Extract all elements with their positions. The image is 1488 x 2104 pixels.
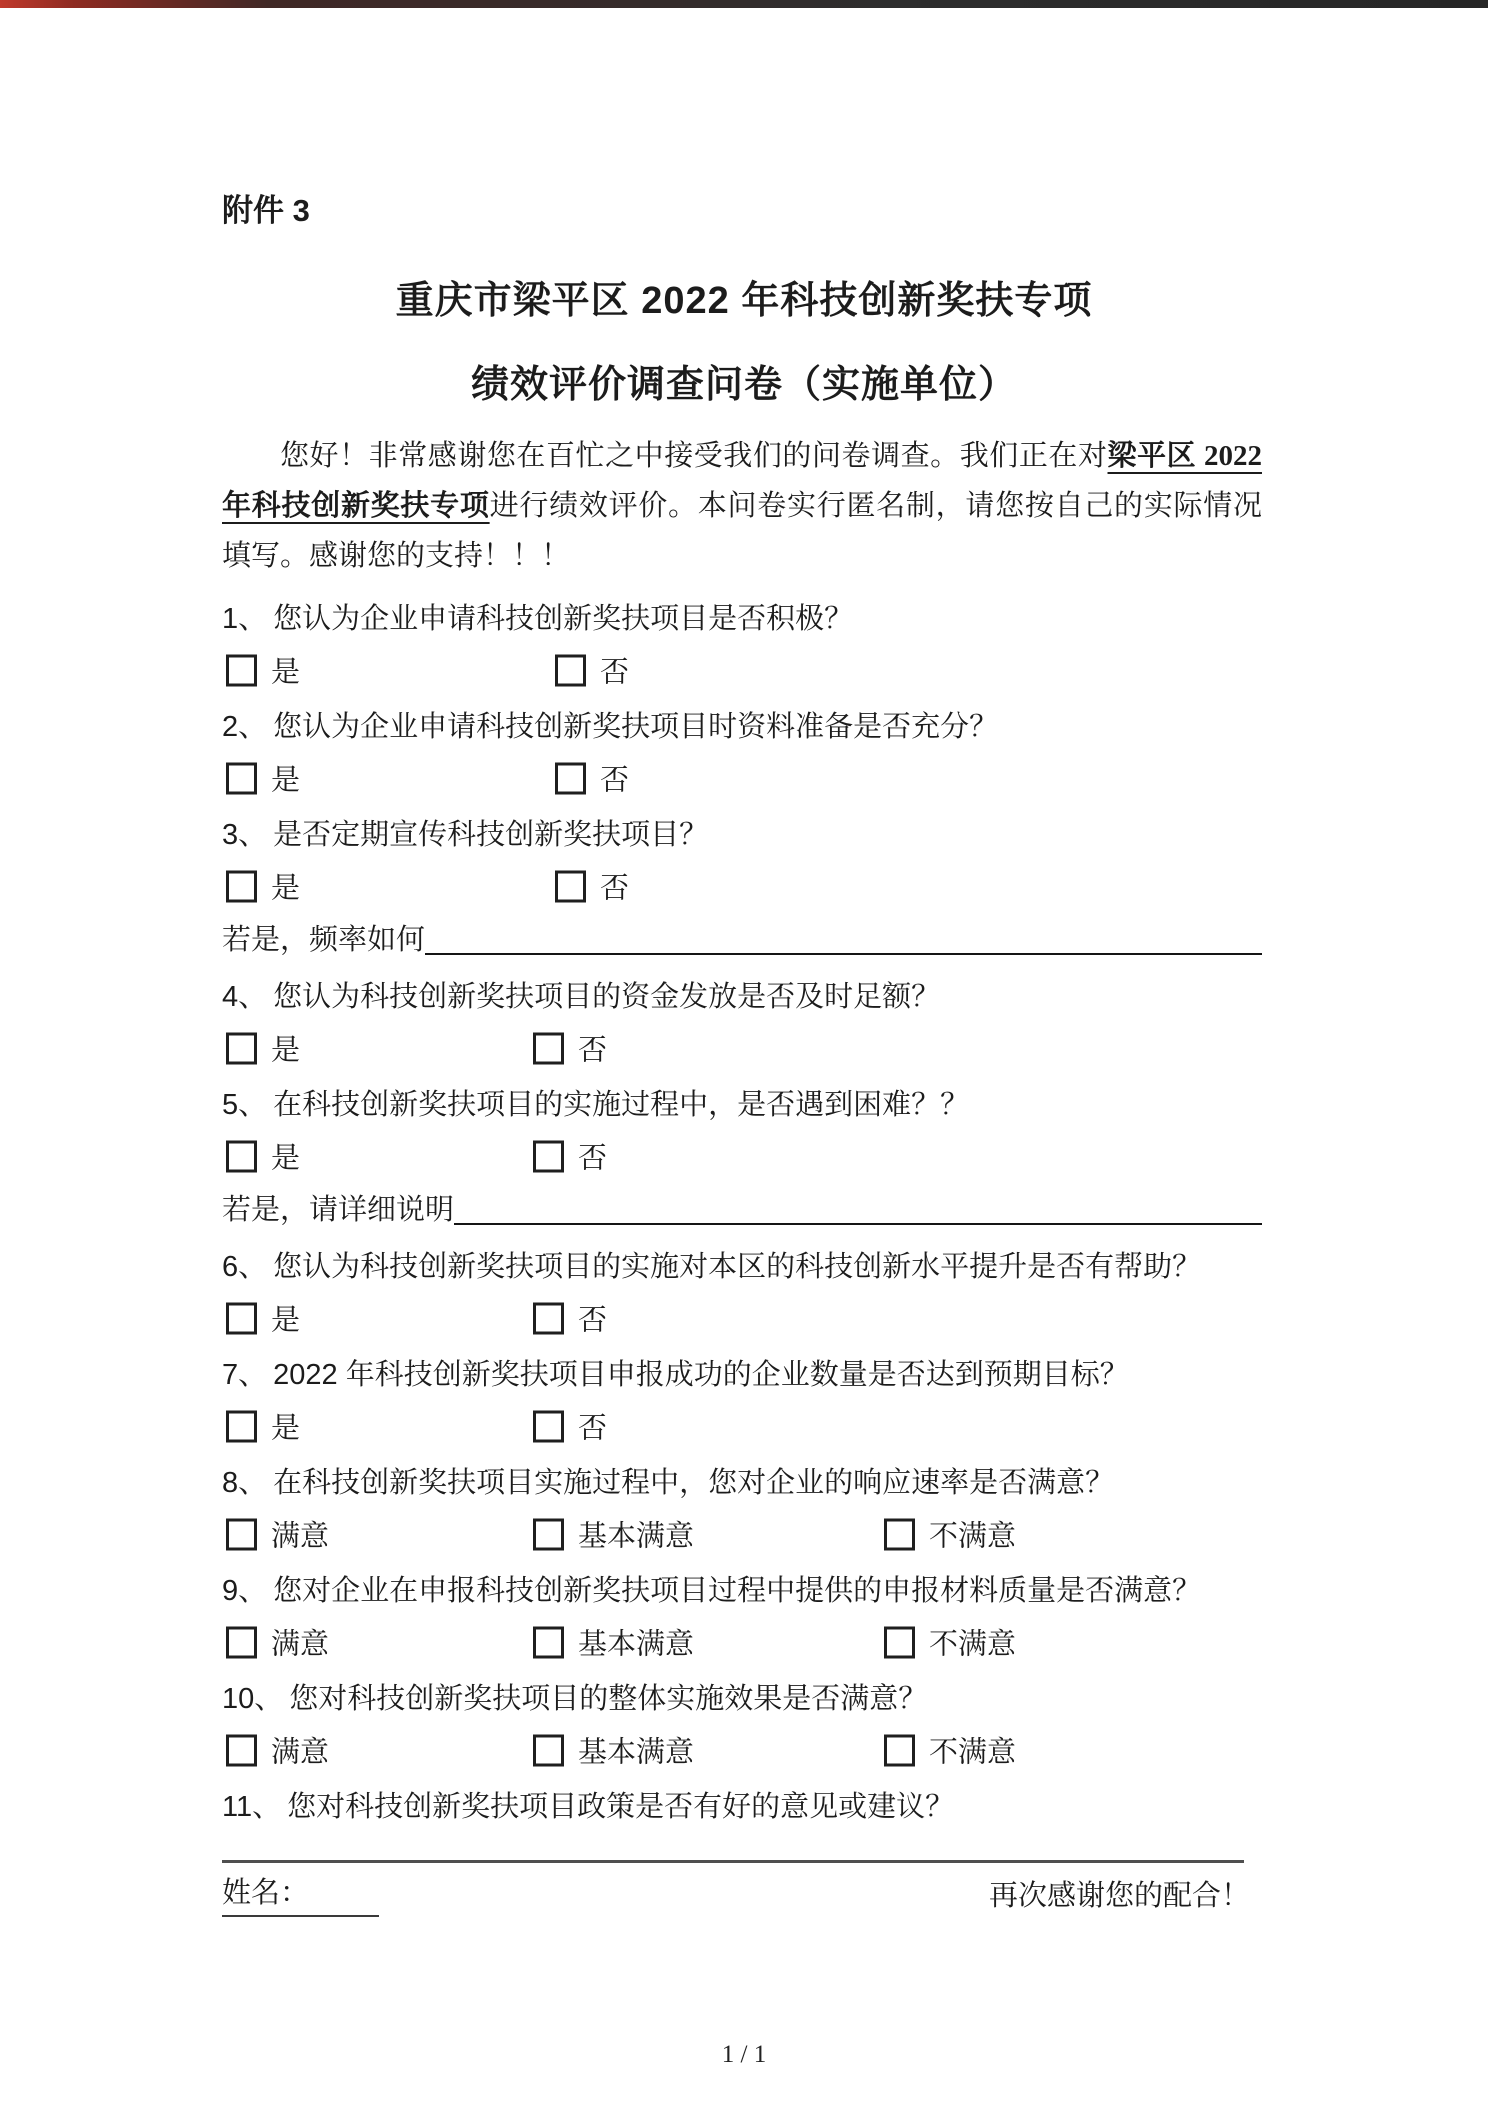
intro-text-normal-2: 进行绩效评价。本问卷实行匿名制，请您按自己的实际情况填写。感谢您的支持！！！ bbox=[222, 490, 1262, 573]
question-number: 9、 bbox=[222, 1574, 268, 1607]
option-checkbox[interactable] bbox=[555, 654, 586, 686]
question-number: 8、 bbox=[222, 1466, 268, 1499]
name-field[interactable] bbox=[222, 1870, 379, 1917]
question-9-options bbox=[222, 1615, 1262, 1669]
option-label: 是 bbox=[271, 656, 301, 689]
question-text: 是否定期宣传科技创新奖扶项目？ bbox=[273, 818, 709, 851]
option-checkbox[interactable] bbox=[533, 1410, 564, 1442]
question-6-options bbox=[222, 1291, 1262, 1345]
question-11 bbox=[222, 1777, 1262, 1831]
question-9 bbox=[222, 1561, 1262, 1615]
followup-blank-line[interactable] bbox=[454, 1183, 1262, 1225]
option-checkbox[interactable] bbox=[226, 654, 257, 686]
option-不满意 bbox=[884, 1622, 1016, 1663]
question-2 bbox=[222, 697, 1262, 751]
question-text: 在科技创新奖扶项目实施过程中，您对企业的响应速率是否满意？ bbox=[273, 1466, 1115, 1499]
option-label: 否 bbox=[600, 872, 630, 905]
option-是 bbox=[226, 1298, 300, 1339]
question-number: 3、 bbox=[222, 818, 268, 851]
option-checkbox[interactable] bbox=[555, 870, 586, 902]
question-number: 1、 bbox=[222, 602, 268, 635]
question-7-options bbox=[222, 1399, 1262, 1453]
question-6 bbox=[222, 1237, 1262, 1291]
option-checkbox[interactable] bbox=[533, 1734, 564, 1766]
option-checkbox[interactable] bbox=[533, 1140, 564, 1172]
option-是 bbox=[226, 1136, 300, 1177]
question-text: 您对企业在申报科技创新奖扶项目过程中提供的申报材料质量是否满意？ bbox=[273, 1574, 1202, 1607]
option-checkbox[interactable] bbox=[226, 1140, 257, 1172]
option-label: 是 bbox=[271, 1034, 301, 1067]
option-否 bbox=[533, 1406, 607, 1447]
question-5-followup bbox=[222, 1183, 1262, 1237]
option-label: 否 bbox=[600, 656, 630, 689]
option-checkbox[interactable] bbox=[884, 1518, 915, 1550]
option-满意 bbox=[226, 1730, 329, 1771]
question-8-options bbox=[222, 1507, 1262, 1561]
option-不满意 bbox=[884, 1730, 1016, 1771]
question-text: 2022 年科技创新奖扶项目申报成功的企业数量是否达到预期目标？ bbox=[273, 1358, 1129, 1391]
question-1-options bbox=[222, 643, 1262, 697]
question-number: 2、 bbox=[222, 710, 268, 743]
open-answer-row bbox=[222, 1831, 1262, 1863]
question-number: 10、 bbox=[222, 1682, 284, 1715]
question-4 bbox=[222, 967, 1262, 1021]
intro-text-emphasized: 梁平区 2022 年科技创新奖扶专项 bbox=[222, 440, 1262, 523]
option-checkbox[interactable] bbox=[533, 1032, 564, 1064]
question-number: 11、 bbox=[222, 1790, 282, 1823]
option-label: 是 bbox=[271, 1142, 301, 1175]
thanks-text: 再次感谢您的配合！ bbox=[988, 1879, 1250, 1912]
option-label: 是 bbox=[271, 764, 301, 797]
followup-text: 若是，请详细说明 bbox=[222, 1194, 455, 1227]
option-checkbox[interactable] bbox=[884, 1734, 915, 1766]
option-label: 基本满意 bbox=[578, 1628, 695, 1661]
question-text: 您认为科技创新奖扶项目的实施对本区的科技创新水平提升是否有帮助？ bbox=[273, 1250, 1202, 1283]
signature-row bbox=[222, 1863, 1250, 1923]
scan-artifact-top-edge bbox=[0, 0, 1488, 8]
question-10-options bbox=[222, 1723, 1262, 1777]
followup-blank-line[interactable] bbox=[425, 913, 1262, 955]
question-8 bbox=[222, 1453, 1262, 1507]
option-label: 基本满意 bbox=[578, 1736, 695, 1769]
option-label: 不满意 bbox=[929, 1520, 1017, 1553]
option-否 bbox=[555, 758, 629, 799]
open-answer-blank-line[interactable] bbox=[222, 1860, 1244, 1863]
option-否 bbox=[555, 866, 629, 907]
option-checkbox[interactable] bbox=[226, 1734, 257, 1766]
intro-text-normal: 您好！非常感谢您在百忙之中接受我们的问卷调查。我们正在对 bbox=[280, 440, 1108, 473]
option-满意 bbox=[226, 1622, 329, 1663]
question-3 bbox=[222, 805, 1262, 859]
question-text: 您认为企业申请科技创新奖扶项目时资料准备是否充分？ bbox=[273, 710, 999, 743]
question-4-options bbox=[222, 1021, 1262, 1075]
document-title-line2: 绩效评价调查问卷（实施单位） bbox=[470, 363, 1017, 406]
option-label: 是 bbox=[271, 1412, 301, 1445]
option-否 bbox=[533, 1136, 607, 1177]
option-label: 满意 bbox=[271, 1520, 330, 1553]
option-checkbox[interactable] bbox=[884, 1626, 915, 1658]
option-checkbox[interactable] bbox=[533, 1626, 564, 1658]
option-label: 否 bbox=[600, 764, 630, 797]
question-3-options bbox=[222, 859, 1262, 913]
name-label: 姓名： bbox=[222, 1876, 310, 1909]
option-label: 不满意 bbox=[929, 1628, 1017, 1661]
option-否 bbox=[533, 1298, 607, 1339]
option-label: 基本满意 bbox=[578, 1520, 695, 1553]
question-text: 您认为企业申请科技创新奖扶项目是否积极？ bbox=[273, 602, 854, 635]
option-是 bbox=[226, 1028, 300, 1069]
question-10 bbox=[222, 1669, 1262, 1723]
question-number: 5、 bbox=[222, 1088, 268, 1121]
option-checkbox[interactable] bbox=[555, 762, 586, 794]
question-1 bbox=[222, 589, 1262, 643]
page-number: 1 / 1 bbox=[721, 2041, 767, 2069]
option-checkbox[interactable] bbox=[226, 762, 257, 794]
option-基本满意 bbox=[533, 1730, 694, 1771]
question-5 bbox=[222, 1075, 1262, 1129]
option-label: 否 bbox=[578, 1142, 608, 1175]
option-label: 不满意 bbox=[929, 1736, 1017, 1769]
option-否 bbox=[533, 1028, 607, 1069]
option-是 bbox=[226, 1406, 300, 1447]
question-2-options bbox=[222, 751, 1262, 805]
option-基本满意 bbox=[533, 1514, 694, 1555]
question-text: 您对科技创新奖扶项目的整体实施效果是否满意？ bbox=[289, 1682, 928, 1715]
option-checkbox[interactable] bbox=[226, 1626, 257, 1658]
option-不满意 bbox=[884, 1514, 1016, 1555]
question-number: 4、 bbox=[222, 980, 268, 1013]
option-否 bbox=[555, 650, 629, 691]
option-是 bbox=[226, 758, 300, 799]
intro-paragraph bbox=[222, 431, 1262, 581]
followup-text: 若是，频率如何 bbox=[222, 924, 426, 957]
option-是 bbox=[226, 650, 300, 691]
option-checkbox[interactable] bbox=[226, 1518, 257, 1550]
option-label: 是 bbox=[271, 872, 301, 905]
option-checkbox[interactable] bbox=[226, 1302, 257, 1334]
option-checkbox[interactable] bbox=[533, 1302, 564, 1334]
option-checkbox[interactable] bbox=[226, 1410, 257, 1442]
option-label: 否 bbox=[578, 1304, 608, 1337]
question-text: 您认为科技创新奖扶项目的资金发放是否及时足额？ bbox=[273, 980, 941, 1013]
question-text: 您对科技创新奖扶项目政策是否有好的意见或建议？ bbox=[287, 1790, 955, 1823]
option-label: 是 bbox=[271, 1304, 301, 1337]
question-number: 7、 bbox=[222, 1358, 268, 1391]
attachment-label: 附件 3 bbox=[222, 193, 310, 228]
option-checkbox[interactable] bbox=[226, 870, 257, 902]
option-label: 否 bbox=[578, 1412, 608, 1445]
question-7 bbox=[222, 1345, 1262, 1399]
question-3-followup bbox=[222, 913, 1262, 967]
option-满意 bbox=[226, 1514, 329, 1555]
question-5-options bbox=[222, 1129, 1262, 1183]
document-title-line1: 重庆市梁平区 2022 年科技创新奖扶专项 bbox=[395, 280, 1093, 323]
option-是 bbox=[226, 866, 300, 907]
question-number: 6、 bbox=[222, 1250, 268, 1283]
option-label: 满意 bbox=[271, 1628, 330, 1661]
option-checkbox[interactable] bbox=[533, 1518, 564, 1550]
option-label: 否 bbox=[578, 1034, 608, 1067]
question-text: 在科技创新奖扶项目的实施过程中，是否遇到困难？？ bbox=[273, 1088, 970, 1121]
question-list bbox=[222, 589, 1262, 1831]
option-checkbox[interactable] bbox=[226, 1032, 257, 1064]
option-基本满意 bbox=[533, 1622, 694, 1663]
option-label: 满意 bbox=[271, 1736, 330, 1769]
